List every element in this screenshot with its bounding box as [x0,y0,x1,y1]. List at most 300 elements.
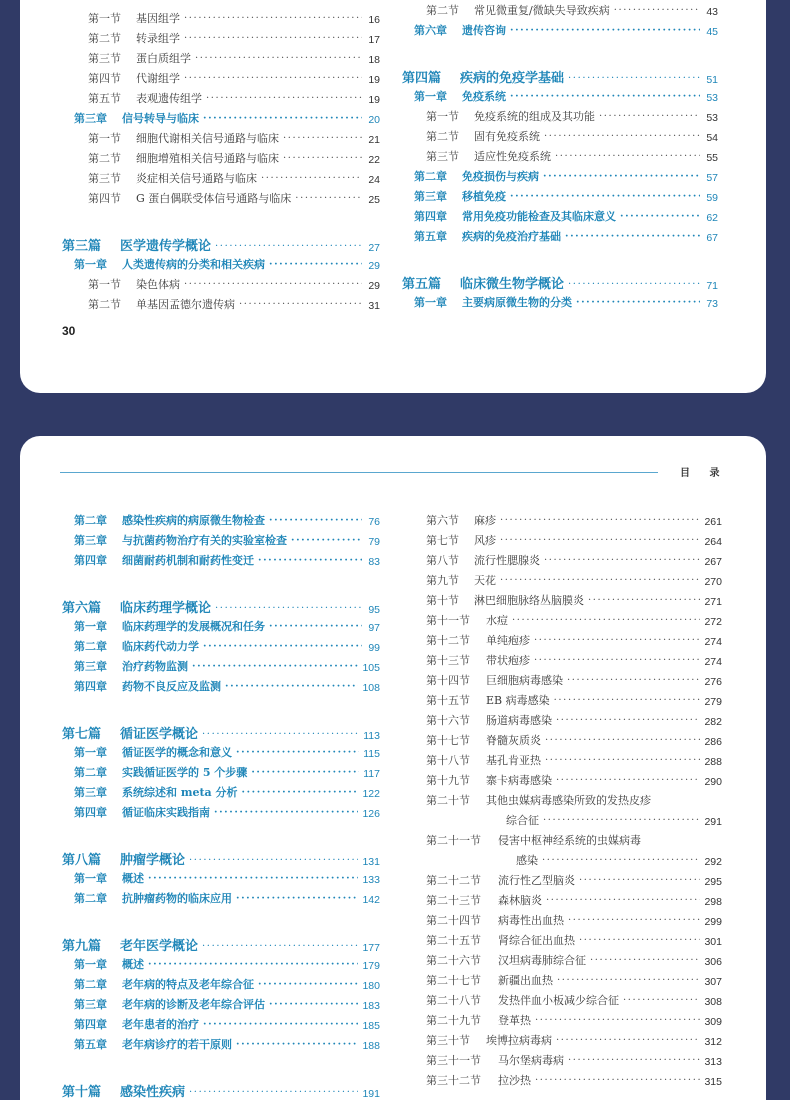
entry-page: 79 [368,536,380,548]
toc-entry-chapter[interactable] [62,996,380,1012]
dot-leader [623,996,700,1008]
toc-entry-section[interactable] [426,532,722,548]
entry-number: 第二节 [88,298,121,311]
entry-number: 第十六节 [426,714,470,727]
entry-title: 固有免疫系统 [474,130,540,143]
entry-page: 21 [368,134,380,146]
entry-page: 261 [704,516,722,528]
entry-title: 与抗菌药物治疗有关的实验室检查 [122,534,287,547]
entry-number: 第五节 [88,92,121,105]
entry-number: 第十四节 [426,674,470,687]
toc-entry-chapter[interactable] [402,88,718,104]
dot-leader [195,54,362,66]
toc-entry-part[interactable] [402,272,718,292]
entry-number: 第一章 [414,90,447,103]
entry-number: 第六章 [414,24,447,37]
entry-title: 带状疱疹 [486,654,530,667]
entry-page: 307 [704,976,722,988]
toc-entry-chapter[interactable] [62,744,380,760]
entry-number: 第三章 [74,786,107,799]
dot-leader [534,656,700,668]
entry-title: 循证医学的概念和意义 [122,746,232,759]
entry-page: 306 [704,956,722,968]
toc-entry-section[interactable] [402,2,718,18]
dot-leader [239,300,362,312]
toc-entry-section[interactable] [62,276,380,292]
entry-title: 移植免疫 [462,190,506,203]
entry-title: 临床药理学概论 [120,601,212,616]
entry-title: 临床微生物学概论 [460,277,565,292]
toc-entry-section[interactable] [426,1032,722,1048]
entry-page: 122 [362,788,380,800]
toc-entry-section[interactable] [426,672,722,688]
entry-page: 19 [368,74,380,86]
entry-number: 第十八节 [426,754,470,767]
dot-leader [620,212,700,224]
toc-entry-section[interactable] [402,128,718,144]
entry-title: 人类遗传病的分类和相关疾病 [122,258,265,271]
entry-number: 第十五节 [426,694,470,707]
toc-entry-section[interactable] [426,1012,722,1028]
entry-page: 126 [362,808,380,820]
dot-leader [215,604,362,616]
toc-entry-part[interactable] [62,722,380,742]
entry-page: 185 [362,1020,380,1032]
entry-number: 第五章 [74,1038,107,1051]
entry-title: 炎症相关信号通路与临床 [136,172,257,185]
entry-number: 第九篇 [62,939,102,954]
toc-entry-section[interactable] [426,832,722,848]
toc-entry-section[interactable] [426,912,722,928]
toc-entry-continuation [426,852,722,868]
entry-page: 99 [368,642,380,654]
dot-leader [568,74,700,86]
dot-leader [510,192,700,204]
toc-entry-chapter[interactable] [62,1016,380,1032]
toc-page-top [20,0,766,393]
toc-entry-chapter[interactable] [62,976,380,992]
entry-number: 第一章 [74,872,107,885]
entry-page: 29 [368,280,380,292]
entry-number: 第一章 [74,746,107,759]
toc-entry-chapter[interactable] [62,956,380,972]
entry-title: 信号转导与临床 [122,112,199,125]
entry-title: 治疗药物监测 [122,660,188,673]
entry-title: 巨细胞病毒感染 [486,674,563,687]
dot-leader [599,112,700,124]
dot-leader [545,736,700,748]
entry-page: 73 [706,298,718,310]
entry-title: 适应性免疫系统 [474,150,551,163]
entry-page: 313 [704,1056,722,1068]
dot-leader [568,1056,700,1068]
entry-page: 17 [368,34,380,46]
entry-title: 免疫损伤与疾病 [462,170,539,183]
entry-title: 埃博拉病毒病 [486,1034,552,1047]
entry-number: 第六节 [426,514,459,527]
entry-title: 临床药代动力学 [122,640,199,653]
entry-title: 基因组学 [136,12,180,25]
toc-column-left [62,436,380,1100]
toc-entry-part[interactable] [62,934,380,954]
dot-leader [534,636,700,648]
toc-entry-section[interactable] [426,572,722,588]
dot-leader [202,942,358,954]
toc-entry-section[interactable] [426,712,722,728]
entry-title: 老年病诊疗的若干原则 [122,1038,232,1051]
dot-leader [261,174,362,186]
entry-number: 第二节 [88,152,121,165]
toc-entry-chapter[interactable] [62,870,380,886]
dot-leader [202,730,359,742]
entry-page: 59 [706,192,718,204]
entry-title: 肿瘤学概论 [120,853,186,868]
entry-title: 老年患者的治疗 [122,1018,199,1031]
toc-entry-section[interactable] [62,150,380,166]
dot-leader [556,1036,700,1048]
entry-number: 第一章 [74,258,107,271]
entry-number: 第四章 [74,806,107,819]
entry-number: 第二节 [88,32,121,45]
dot-leader [236,748,359,760]
toc-entry-part[interactable] [62,596,380,616]
toc-entry-chapter[interactable] [402,22,718,38]
toc-entry-chapter[interactable] [62,678,380,694]
entry-title: 风疹 [474,534,496,547]
entry-title: 常见微重复/微缺失导致疾病 [474,4,610,17]
entry-number: 第四章 [74,680,107,693]
entry-number: 第一节 [88,278,121,291]
entry-title: 病毒性出血热 [498,914,564,927]
toc-entry-section[interactable] [426,1052,722,1068]
toc-entry-section[interactable] [426,692,722,708]
entry-number: 第二章 [74,892,107,905]
entry-title: 细胞增殖相关信号通路与临床 [136,152,279,165]
entry-title: 免疫系统的组成及其功能 [474,110,595,123]
dot-leader [148,874,358,886]
entry-number: 第三节 [426,150,459,163]
entry-page: 71 [706,280,718,292]
dot-leader [295,194,362,206]
entry-page: 267 [704,556,722,568]
toc-entry-section[interactable] [426,752,722,768]
entry-page: 43 [706,6,718,18]
entry-number: 第二十四节 [426,914,481,927]
toc-entry-section[interactable] [426,612,722,628]
page-number: 30 [62,324,76,338]
entry-title-continued: 感染 [516,854,538,867]
entry-title: 疾病的免疫治疗基础 [462,230,561,243]
toc-entry-chapter[interactable] [402,188,718,204]
toc-entry-section[interactable] [62,30,380,46]
entry-page: 276 [704,676,722,688]
dot-leader [535,1016,700,1028]
dot-leader [184,74,362,86]
toc-entry-part[interactable] [62,234,380,254]
entry-title: 淋巴细胞脉络丛脑膜炎 [474,594,584,607]
toc-entry-section[interactable] [426,652,722,668]
entry-page: 315 [704,1076,722,1088]
entry-title: 肠道病毒感染 [486,714,552,727]
toc-entry-section[interactable] [426,512,722,528]
toc-entry-section[interactable] [62,170,380,186]
entry-number: 第四节 [88,72,121,85]
dot-leader [556,716,700,728]
entry-page: 274 [704,636,722,648]
toc-column-right [426,436,722,1100]
toc-entry-section[interactable] [426,552,722,568]
toc-entry-part[interactable] [402,66,718,86]
entry-title: 脊髓灰质炎 [486,734,541,747]
toc-entry-chapter[interactable] [62,1036,380,1052]
dot-leader [576,298,700,310]
entry-page: 22 [368,154,380,166]
entry-number: 第三章 [74,998,107,1011]
dot-leader [557,976,700,988]
entry-title: 单纯疱疹 [486,634,530,647]
entry-number: 第四篇 [402,71,442,86]
toc-entry-chapter[interactable] [62,512,380,528]
entry-page: 142 [362,894,380,906]
toc-entry-section[interactable] [62,70,380,86]
toc-entry-chapter[interactable] [62,552,380,568]
entry-page: 298 [704,896,722,908]
toc-entry-chapter[interactable] [62,658,380,674]
toc-entry-chapter[interactable] [62,804,380,820]
toc-entry-chapter[interactable] [402,294,718,310]
toc-entry-chapter[interactable] [62,618,380,634]
entry-page: 290 [704,776,722,788]
entry-page: 97 [368,622,380,634]
entry-number: 第二十八节 [426,994,481,1007]
entry-title: 转录组学 [136,32,180,45]
entry-number: 第四章 [414,210,447,223]
dot-leader [614,6,700,18]
dot-leader [512,616,700,628]
entry-page: 179 [362,960,380,972]
entry-number: 第三十一节 [426,1054,481,1067]
entry-title: 染色体病 [136,278,180,291]
dot-leader [269,622,362,634]
toc-entry-chapter[interactable] [62,638,380,654]
entry-title: 免疫系统 [462,90,506,103]
dot-leader [555,152,700,164]
toc-page-bottom [20,436,766,1100]
entry-number: 第九节 [426,574,459,587]
entry-title: 常用免疫功能检查及其临床意义 [462,210,616,223]
entry-title: 老年病的特点及老年综合征 [122,978,254,991]
toc-entry-chapter[interactable] [402,228,718,244]
dot-leader [251,768,359,780]
entry-number: 第一章 [74,958,107,971]
entry-page: 115 [363,748,380,760]
entry-number: 第三节 [88,172,121,185]
toc-entry-section[interactable] [426,592,722,608]
dot-leader [184,14,362,26]
toc-entry-part[interactable] [62,848,380,868]
entry-page: 292 [704,856,722,868]
entry-number: 第五篇 [402,277,442,292]
toc-entry-section[interactable] [62,10,380,26]
entry-title: 概述 [122,958,144,971]
entry-title: 主要病原微生物的分类 [462,296,572,309]
entry-page: 301 [704,936,722,948]
dot-leader [269,260,362,272]
entry-page: 18 [368,54,380,66]
entry-page: 309 [704,1016,722,1028]
dot-leader [535,1076,700,1088]
entry-number: 第一章 [74,620,107,633]
entry-page: 188 [362,1040,380,1052]
toc-entry-section[interactable] [426,992,722,1008]
entry-title: 拉沙热 [498,1074,531,1087]
toc-entry-section[interactable] [62,190,380,206]
entry-title: 老年病的诊断及老年综合评估 [122,998,265,1011]
entry-number: 第二十一节 [426,834,481,847]
toc-entry-section[interactable] [426,1072,722,1088]
toc-entry-chapter[interactable] [62,532,380,548]
entry-title: 循证临床实践指南 [122,806,210,819]
entry-page: 108 [362,682,380,694]
entry-title: 临床药理学的发展概况和任务 [122,620,265,633]
entry-number: 第三章 [74,112,107,125]
entry-number: 第十九节 [426,774,470,787]
toc-entry-section[interactable] [402,108,718,124]
entry-title: 代谢组学 [136,72,180,85]
entry-title: 感染性疾病 [120,1085,186,1100]
entry-title: 蛋白质组学 [136,52,191,65]
dot-leader [184,280,362,292]
dot-leader [545,756,700,768]
entry-number: 第十三节 [426,654,470,667]
entry-page: 19 [368,94,380,106]
dot-leader [189,856,358,868]
dot-leader [542,856,700,868]
toc-entry-section[interactable] [62,90,380,106]
entry-number: 第四节 [88,192,121,205]
dot-leader [500,576,700,588]
toc-entry-chapter[interactable] [62,256,380,272]
running-header: 目 录 [680,468,728,479]
dot-leader [236,1040,358,1052]
entry-page: 24 [368,174,380,186]
toc-entry-section[interactable] [62,130,380,146]
toc-entry-chapter[interactable] [402,208,718,224]
entry-number: 第七节 [426,534,459,547]
entry-title: 系统综述和 meta 分析 [122,786,238,799]
entry-number: 第十七节 [426,734,470,747]
entry-page: 31 [368,300,380,312]
entry-number: 第一节 [426,110,459,123]
entry-page: 95 [368,604,380,616]
toc-entry-part[interactable] [62,1080,380,1100]
toc-entry-chapter[interactable] [402,168,718,184]
entry-page: 282 [704,716,722,728]
toc-entry-section[interactable] [62,296,380,312]
entry-title: 麻疹 [474,514,496,527]
toc-entry-section[interactable] [426,772,722,788]
dot-leader [500,536,700,548]
entry-number: 第一节 [88,12,121,25]
toc-entry-section[interactable] [62,50,380,66]
toc-entry-section[interactable] [426,632,722,648]
entry-number: 第二十六节 [426,954,481,967]
toc-entry-chapter[interactable] [62,110,380,126]
toc-entry-section[interactable] [426,732,722,748]
entry-number: 第二十九节 [426,1014,481,1027]
toc-entry-section[interactable] [426,872,722,888]
toc-entry-chapter[interactable] [62,890,380,906]
entry-number: 第二节 [426,4,459,17]
entry-page: 29 [368,260,380,272]
entry-page: 177 [362,942,380,954]
entry-page: 113 [363,730,380,742]
entry-number: 第三篇 [62,239,102,254]
dot-leader [258,980,358,992]
entry-title: 感染性疾病的病原微生物检查 [122,514,265,527]
entry-number: 第十二节 [426,634,470,647]
dot-leader [544,132,700,144]
dot-leader [579,876,700,888]
entry-title: 老年医学概论 [120,939,199,954]
dot-leader [546,896,700,908]
entry-title: 发热伴血小板减少综合征 [498,994,619,1007]
entry-number: 第二十节 [426,794,470,807]
entry-title: 抗肿瘤药物的临床应用 [122,892,232,905]
entry-page: 45 [706,26,718,38]
toc-entry-chapter[interactable] [62,764,380,780]
dot-leader [283,154,362,166]
entry-page: 105 [362,662,380,674]
toc-entry-section[interactable] [402,148,718,164]
toc-entry-section[interactable] [426,792,722,808]
entry-title: 马尔堡病毒病 [498,1054,564,1067]
entry-number: 第三十节 [426,1034,470,1047]
entry-page: 55 [706,152,718,164]
entry-page: 131 [362,856,380,868]
entry-number: 第二章 [74,766,107,779]
dot-leader [567,676,700,688]
entry-number: 第一章 [414,296,447,309]
entry-page: 274 [704,656,722,668]
entry-page: 25 [368,194,380,206]
toc-entry-section[interactable] [426,972,722,988]
entry-title: 概述 [122,872,144,885]
entry-page: 288 [704,756,722,768]
entry-title: 侵害中枢神经系统的虫媒病毒 [498,834,641,847]
entry-page: 83 [368,556,380,568]
entry-page: 264 [704,536,722,548]
entry-page: 279 [704,696,722,708]
dot-leader [269,1000,358,1012]
entry-page: 271 [704,596,722,608]
toc-entry-chapter[interactable] [62,784,380,800]
toc-entry-section[interactable] [426,932,722,948]
entry-page: 312 [704,1036,722,1048]
entry-title: 实践循证医学的 5 个步骤 [122,766,248,779]
entry-page: 295 [704,876,722,888]
dot-leader [242,788,359,800]
toc-entry-section[interactable] [426,892,722,908]
entry-number: 第二章 [74,978,107,991]
dot-leader [510,92,700,104]
entry-title-continued: 综合征 [506,814,539,827]
entry-page: 183 [362,1000,380,1012]
entry-title: 疾病的免疫学基础 [460,71,565,86]
toc-entry-section[interactable] [426,952,722,968]
dot-leader [269,516,362,528]
entry-page: 51 [706,74,718,86]
